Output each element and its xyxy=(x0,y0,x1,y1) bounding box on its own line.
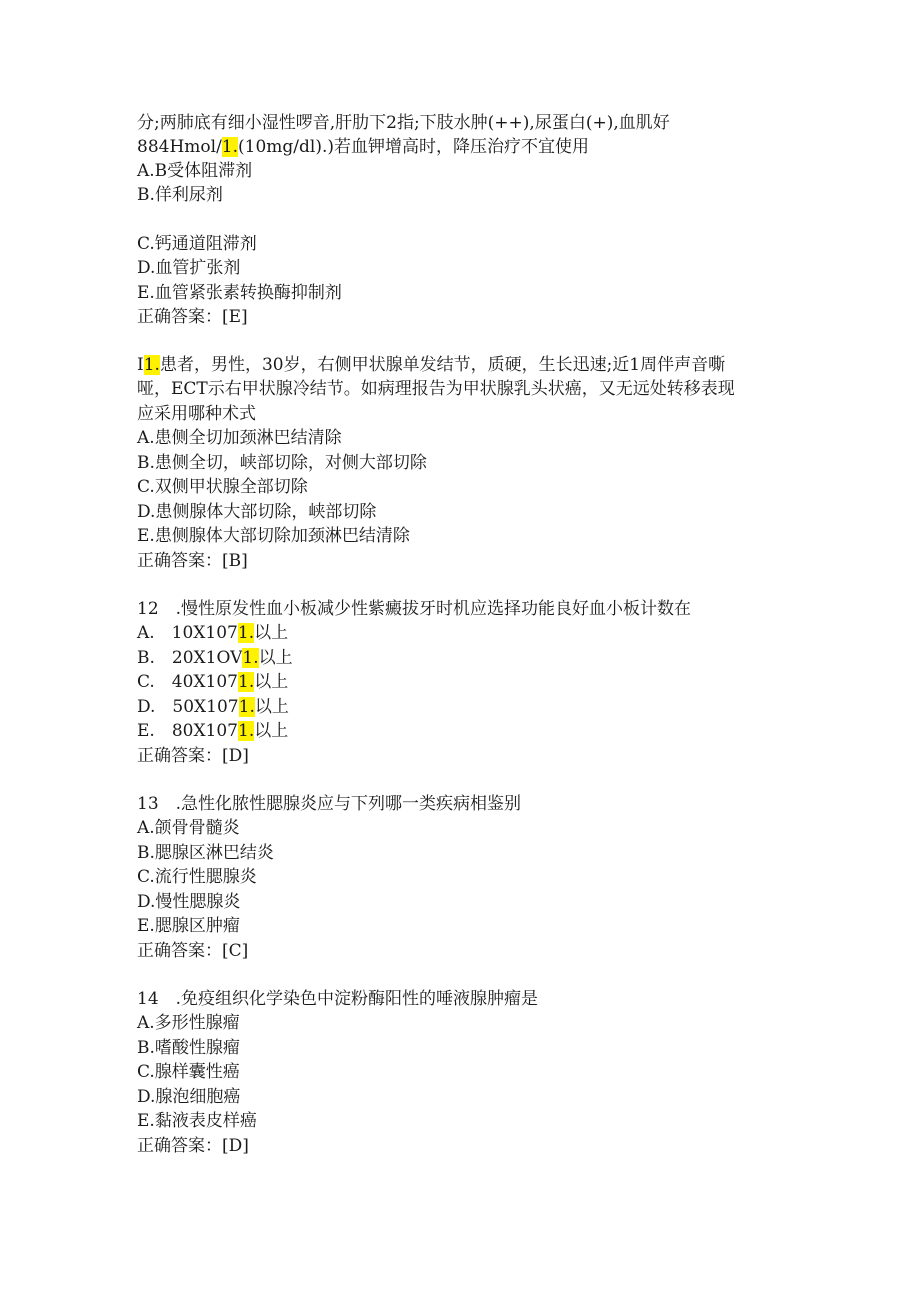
option-b: B.佯利尿剂 xyxy=(137,185,223,205)
option-a: A.多形性腺瘤 xyxy=(137,1013,240,1033)
option-text: 以上 xyxy=(258,648,293,668)
option-c: C.双侧甲状腺全部切除 xyxy=(137,477,308,497)
option-c xyxy=(137,671,288,693)
option-text: E. 80X107 xyxy=(137,721,238,741)
option-a: A.颌骨骨髓炎 xyxy=(137,818,240,838)
question-number: I xyxy=(137,355,144,375)
highlight-mark: 1. xyxy=(143,355,160,375)
option-text: 以上 xyxy=(254,721,289,741)
option-d xyxy=(137,696,289,718)
option-text: B. 20X1OV xyxy=(137,648,243,668)
option-c: C.腺样囊性癌 xyxy=(137,1062,240,1082)
option-b: B.腮腺区淋巴结炎 xyxy=(137,843,274,863)
stem-text: 患者，男性，30岁，右侧甲状腺单发结节，质硬，生长迅速;近1周伴声音嘶 xyxy=(159,355,726,375)
question-stem-line: 分;两肺底有细小湿性啰音,肝肋下2指;下肢水肿(++),尿蛋白(+),血肌好 xyxy=(137,113,670,133)
highlight-mark: 1. xyxy=(237,623,255,643)
option-b xyxy=(137,647,293,669)
highlight-mark: 1. xyxy=(221,137,239,157)
highlight-mark: 1. xyxy=(238,697,255,717)
option-b: B.患侧全切，峡部切除，对侧大部切除 xyxy=(137,453,427,473)
correct-answer: 正确答案：[D] xyxy=(137,1136,249,1156)
question-stem-line: 应采用哪种术式 xyxy=(137,404,256,424)
option-e: E.黏液表皮样癌 xyxy=(137,1111,257,1131)
correct-answer: 正确答案：[C] xyxy=(137,941,249,961)
option-d: D.血管扩张剂 xyxy=(137,258,241,278)
stem-text: 884Hmol/ xyxy=(137,137,222,157)
option-a xyxy=(137,622,288,644)
option-e: E.血管紧张素转换酶抑制剂 xyxy=(137,283,342,303)
option-c: C.钙通道阻滞剂 xyxy=(137,234,257,254)
option-c: C.流行性腮腺炎 xyxy=(137,867,257,887)
option-e: E.腮腺区肿瘤 xyxy=(137,916,240,936)
option-text: C. 40X107 xyxy=(137,672,238,692)
stem-text: (10mg/dl).)若血钾增高时，降压治疗不宜使用 xyxy=(238,137,590,157)
correct-answer: 正确答案：[B] xyxy=(137,551,248,571)
question-stem-line: 哑，ECT示右甲状腺冷结节。如病理报告为甲状腺乳头状癌，又无远处转移表现 xyxy=(137,379,735,399)
question-stem-line xyxy=(137,354,725,376)
option-d: D.腺泡细胞癌 xyxy=(137,1087,241,1107)
option-d: D.慢性腮腺炎 xyxy=(137,892,241,912)
question-stem-line xyxy=(137,136,589,158)
option-a: A.患侧全切加颈淋巴结清除 xyxy=(137,428,342,448)
option-e: E.患侧腺体大部切除加颈淋巴结清除 xyxy=(137,526,410,546)
highlight-mark: 1. xyxy=(238,721,255,741)
option-text: 以上 xyxy=(254,672,289,692)
highlight-mark: 1. xyxy=(242,648,259,668)
option-text: 以上 xyxy=(254,623,289,643)
option-d: D.患侧腺体大部切除，峡部切除 xyxy=(137,502,377,522)
option-text: 以上 xyxy=(254,697,289,717)
option-b: B.嗜酸性腺瘤 xyxy=(137,1038,240,1058)
option-a: A.B受体阻滞剂 xyxy=(137,161,253,181)
option-text: D. 50X107 xyxy=(137,697,239,717)
option-e xyxy=(137,720,288,742)
question-stem: 13 .急性化脓性腮腺炎应与下列哪一类疾病相鉴别 xyxy=(137,794,522,814)
option-text: A. 10X107 xyxy=(137,623,238,643)
correct-answer: 正确答案：[E] xyxy=(137,307,248,327)
correct-answer: 正确答案：[D] xyxy=(137,746,249,766)
question-stem: 14 .免疫组织化学染色中淀粉酶阳性的唾液腺肿瘤是 xyxy=(137,989,539,1009)
highlight-mark: 1. xyxy=(238,672,255,692)
question-stem: 12 .慢性原发性血小板减少性紫癜拔牙时机应选择功能良好血小板计数在 xyxy=(137,599,692,619)
